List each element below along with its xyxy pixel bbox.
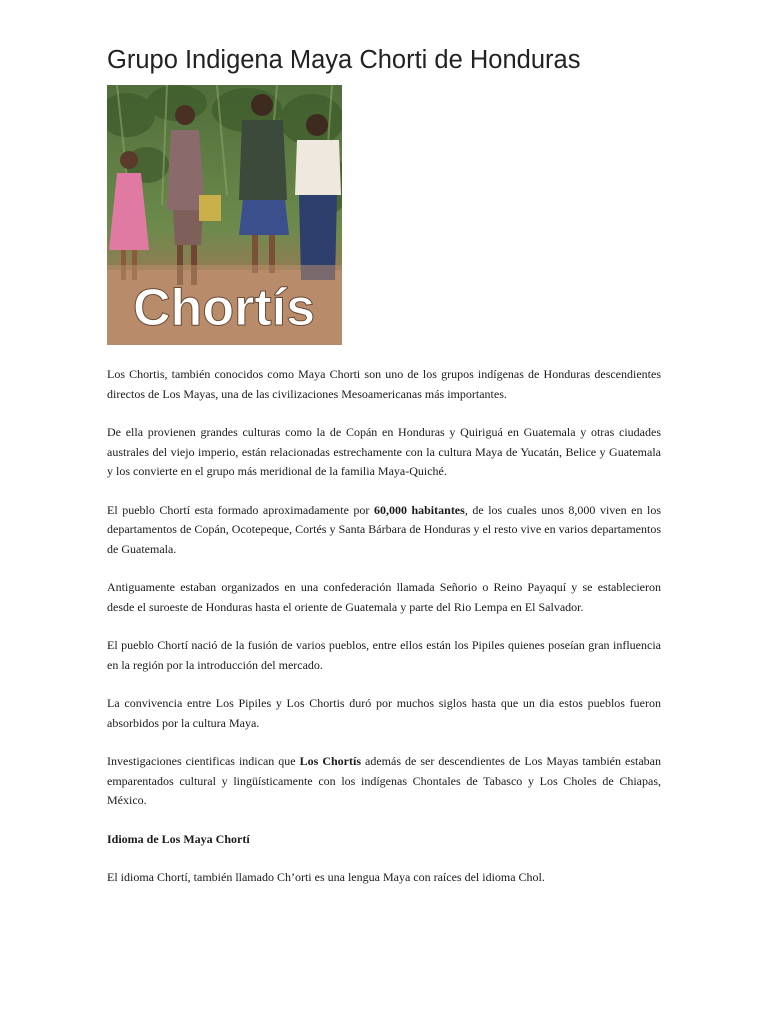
final-paragraph: El idioma Chortí, también llamado Ch’orti es una lengua Maya con raíces del idioma Chol. bbox=[107, 870, 545, 884]
paragraph-text: El pueblo Chortí nació de la fusión de varios pueblos, entre ellos están los Pipiles quienes poseían gran influencia en la región por la introducción del mercado. bbox=[107, 638, 661, 672]
photo-overlay-text: Chortís bbox=[133, 279, 315, 337]
section-heading: Idioma de Los Maya Chortí bbox=[107, 831, 250, 846]
emphasis-los-chortis: Los Chortís bbox=[299, 754, 361, 768]
page-title: Grupo Indigena Maya Chorti de Honduras bbox=[107, 46, 581, 74]
paragraph-text: Investigaciones cientificas indican que bbox=[107, 754, 300, 768]
paragraph-text: además de ser descendientes de Los Mayas también estaban emparentados cultural y lingüísticamente con los indígenas Chontales de Tabasco y Los Choles de Chiapas, México. bbox=[107, 754, 661, 807]
article-body bbox=[107, 365, 661, 907]
paragraph-5 bbox=[107, 636, 661, 675]
paragraph-text: De ella provienen grandes culturas como la de Copán en Honduras y Quiriguá en Guatemala y otras ciudades australes del viejo imperio, están relacionadas estrechamente con la cultura Maya de Yucatán, Belice y Guatemala y los convierte en el grupo más meridional de la familia Maya-Quiché. bbox=[107, 425, 661, 478]
paragraph-2 bbox=[107, 423, 661, 482]
paragraph-3 bbox=[107, 501, 661, 560]
paragraph-text: Los Chortis, también conocidos como Maya Chorti son uno de los grupos indígenas de Honduras descendientes directos de Los Mayas, una de las civilizaciones Mesoamericanas más importantes. bbox=[107, 367, 661, 401]
paragraph-text: Antiguamente estaban organizados en una confederación llamada Señorio o Reino Payaquí y se establecieron desde el suroeste de Honduras hasta el oriente de Guatemala y parte del Rio Lempa en El Salvador. bbox=[107, 580, 661, 614]
paragraph-text: , de los cuales unos 8,000 viven en los departamentos de Copán, Ocotepeque, Cortés y Santa Bárbara de Honduras y el resto vive en varios departamentos de Guatemala. bbox=[107, 502, 661, 556]
paragraph-7 bbox=[107, 752, 661, 811]
emphasis-population: 60,000 habitantes bbox=[373, 502, 465, 517]
paragraph-1 bbox=[107, 365, 661, 404]
paragraph-text: El pueblo Chortí esta formado aproximadamente por bbox=[107, 502, 374, 517]
paragraph-6 bbox=[107, 694, 661, 733]
chortis-photo bbox=[107, 85, 342, 345]
paragraph-text: La convivencia entre Los Pipiles y Los Chortis duró por muchos siglos hasta que un dia estos pueblos fueron absorbidos por la cultura Maya. bbox=[107, 696, 661, 730]
paragraph-4 bbox=[107, 578, 661, 617]
